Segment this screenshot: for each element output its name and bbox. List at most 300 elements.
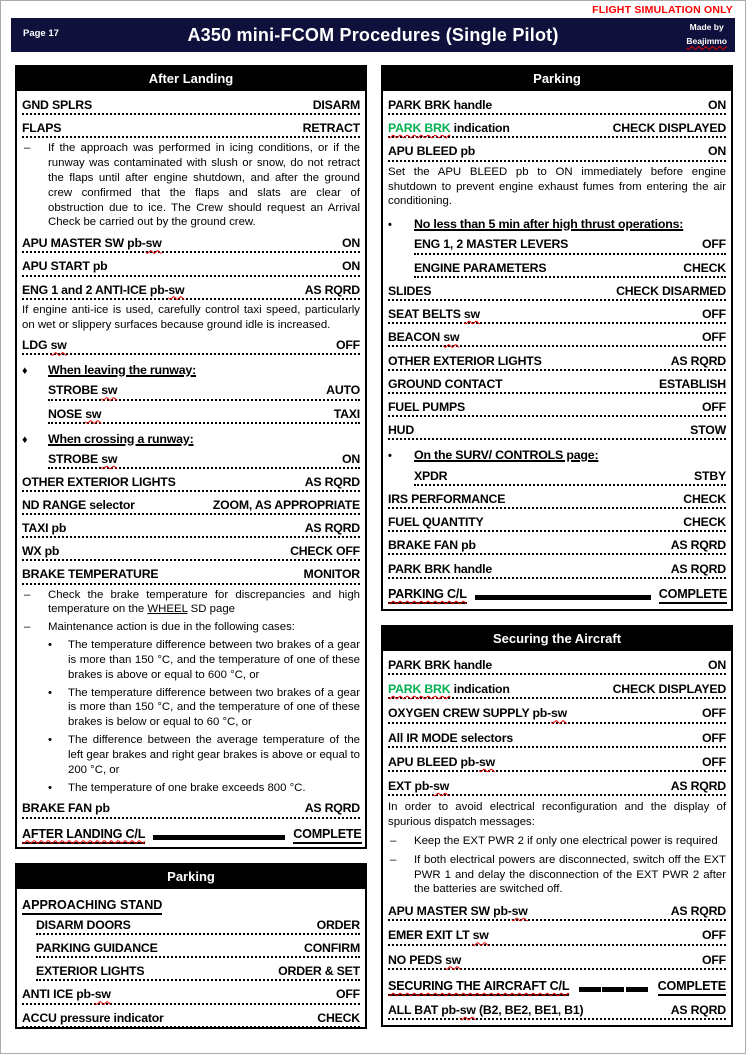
checklist-value: ON	[707, 658, 726, 672]
checklist-label	[22, 801, 110, 815]
checklist-value: MONITOR	[303, 567, 360, 582]
cl-label	[22, 827, 145, 844]
checklist-label	[414, 261, 546, 275]
note-text	[48, 620, 360, 635]
text-part: APU MASTER SW pb-	[388, 904, 512, 919]
note-text	[388, 800, 726, 830]
section-title: Parking	[383, 67, 731, 91]
checklist-row	[414, 261, 726, 278]
checklist-value: CHECK DISPLAYED	[612, 682, 726, 697]
spellcheck-underlined-text: sw	[511, 904, 528, 919]
spellcheck-underlined-text: sw	[145, 236, 162, 251]
checklist-row	[22, 338, 360, 355]
text-part: No less than 5 min after high thrust operations:	[414, 217, 684, 232]
cl-label	[388, 587, 467, 604]
text-part: SEAT BELTS	[388, 307, 464, 322]
checklist-value: OFF	[336, 338, 360, 353]
text-part: indication	[450, 682, 510, 697]
dash-marker: –	[24, 588, 31, 601]
checklist-label	[388, 284, 431, 298]
checklist-row	[388, 492, 726, 509]
section-body	[383, 91, 731, 609]
text-part: BRAKE FAN pb	[388, 538, 476, 553]
simulation-warning: FLIGHT SIMULATION ONLY	[592, 4, 733, 16]
credit-author-name: Beajimmo	[686, 35, 727, 46]
text-part: APU BLEED pb	[388, 144, 476, 159]
columns	[15, 65, 733, 1029]
text-part: Set the APU BLEED pb to ON immediately before engine shutdown to prevent engine exhaust fumes from entering the air conditioning.	[388, 165, 726, 208]
checklist-row	[388, 755, 726, 772]
underlined-text: WHEEL	[147, 603, 188, 616]
checklist-row	[388, 904, 726, 921]
bullet-icon: •	[48, 639, 52, 652]
checklist-row	[36, 941, 360, 958]
checklist-row	[388, 377, 726, 394]
checklist-value: CONFIRM	[304, 941, 360, 956]
page-number-label: Page 17	[23, 28, 59, 39]
park-brk-green-text: PARK BRK	[388, 682, 451, 697]
text-part: DISARM DOORS	[36, 918, 131, 932]
checklist-label	[48, 452, 117, 466]
text-part: FUEL PUMPS	[388, 400, 466, 415]
checklist-value: OFF	[702, 330, 726, 345]
checklist-value: OFF	[702, 237, 726, 252]
text-part: ACCU pressure indicator	[22, 1010, 164, 1025]
checklist-label	[388, 492, 505, 506]
dash-line	[626, 987, 648, 992]
checklist-value: AS RQRD	[670, 778, 726, 793]
text-part: BRAKE TEMPERATURE	[22, 567, 159, 582]
section-title: Parking	[17, 865, 365, 889]
checklist-value: ORDER & SET	[278, 964, 360, 979]
note-text	[68, 638, 360, 682]
note-text	[388, 165, 726, 209]
bullet-icon: •	[388, 219, 392, 232]
text-part: BEACON	[388, 330, 444, 345]
checklist-row	[388, 307, 726, 324]
spellcheck-underlined-text: sw	[433, 778, 450, 793]
dash-line	[541, 595, 563, 600]
subsection-heading	[22, 898, 360, 912]
checklist-label	[22, 521, 66, 535]
checklist-value: ON	[707, 144, 726, 159]
checklist-value: AS RQRD	[304, 801, 360, 816]
checklist-label	[388, 755, 495, 769]
text-part: WX pb	[22, 544, 60, 559]
text-part: ND RANGE selector	[22, 498, 135, 513]
cl-dash-fill	[569, 987, 657, 996]
conditional-heading	[22, 432, 360, 446]
checklist-label	[22, 236, 162, 250]
checklist-complete-row	[388, 587, 726, 604]
checklist-value: ON	[341, 451, 360, 466]
checklist-row	[388, 682, 726, 699]
checklist-label	[36, 964, 144, 978]
spellcheck-underlined-text: SECURING THE AIRCRAFT C/L	[388, 978, 570, 993]
text-part: APU BLEED pb-	[388, 754, 479, 769]
checklist-row	[388, 330, 726, 347]
checklist-value: ON	[707, 98, 726, 112]
spellcheck-underlined-text: AFTER LANDING C/L	[22, 826, 146, 841]
dash-marker: –	[24, 142, 31, 155]
text-part: PARKING GUIDANCE	[36, 941, 158, 956]
checklist-value: CHECK	[317, 1010, 360, 1025]
text-part: NOSE	[48, 406, 86, 421]
text-part: FUEL QUANTITY	[388, 515, 484, 530]
dash-line	[219, 835, 241, 840]
checklist-row	[22, 283, 360, 300]
text-part: PARK BRK handle	[388, 98, 493, 112]
conditional-heading	[22, 363, 360, 377]
note-text	[48, 141, 360, 230]
checklist-row	[388, 538, 726, 555]
section-parking-approach	[15, 863, 367, 1029]
spellcheck-underlined-text: PARKING C/L	[388, 586, 467, 601]
spellcheck-underlined-text: sw	[445, 952, 462, 967]
checklist-complete-row	[388, 979, 726, 996]
checklist-value: OFF	[702, 400, 726, 415]
cl-value: COMPLETE	[293, 827, 361, 844]
text-part: PARK BRK handle	[388, 658, 493, 672]
note-bullet-item	[46, 686, 360, 730]
checklist-label	[414, 469, 447, 483]
checklist-value: CHECK DISARMED	[616, 283, 726, 298]
conditional-heading-label	[414, 448, 598, 462]
checklist-row	[388, 98, 726, 115]
dash-line	[519, 595, 541, 600]
conditional-heading	[388, 217, 726, 231]
text-part: The temperature difference between two brakes of a gear is more than 150 °C, and the temperature of one of these brakes is below or equal to 60 °C, or	[68, 686, 360, 729]
note-dash-item	[22, 588, 360, 618]
spellcheck-underlined-text: sw	[101, 383, 118, 398]
dash-line	[197, 835, 219, 840]
text-part: APPROACHING STAND	[22, 898, 163, 912]
checklist-value: CHECK	[683, 491, 726, 506]
spellcheck-underlined-text: sw	[85, 406, 102, 421]
spellcheck-underlined-text: sw	[459, 1002, 476, 1017]
text-part: When leaving the runway:	[48, 363, 197, 378]
text-part: Maintenance action is due in the following cases:	[48, 621, 295, 634]
section-after-landing	[15, 65, 367, 849]
spellcheck-underlined-text: sw	[472, 928, 489, 943]
checklist-value: ORDER	[316, 918, 360, 932]
checklist-row	[22, 1011, 360, 1028]
note-text	[22, 303, 360, 333]
conditional-heading-label	[414, 217, 683, 231]
cl-value: COMPLETE	[658, 979, 726, 996]
checklist-row	[48, 383, 360, 400]
checklist-value: ZOOM, AS APPROPRIATE	[212, 498, 360, 513]
note-text	[414, 834, 726, 849]
checklist-row	[414, 237, 726, 254]
checklist-label	[388, 377, 502, 391]
section-securing-the-aircraft	[381, 625, 733, 1027]
checklist-row	[22, 567, 360, 584]
text-part: In order to avoid electrical reconfiguration and the display of spurious dispatch messages:	[388, 801, 726, 828]
checklist-label	[388, 538, 476, 552]
cl-dash-fill	[467, 595, 659, 604]
checklist-label	[388, 779, 449, 793]
checklist-value: OFF	[336, 987, 360, 1002]
checklist-value: RETRACT	[302, 121, 360, 136]
checklist-value: AUTO	[326, 383, 360, 398]
text-part: PARK BRK handle	[388, 561, 493, 576]
checklist-label	[388, 307, 480, 321]
text-part: APU MASTER SW pb-	[22, 236, 146, 251]
checklist-label	[388, 706, 567, 720]
section-body	[17, 91, 365, 849]
dash-line	[497, 595, 519, 600]
checklist-row	[388, 1003, 726, 1020]
checklist-value: AS RQRD	[304, 282, 360, 297]
note-dash-item	[388, 834, 726, 849]
checklist-label	[22, 338, 67, 352]
text-part: APU START pb	[22, 259, 108, 274]
checklist-label	[36, 941, 158, 955]
text-part: On the SURV/ CONTROLS page:	[414, 448, 599, 463]
section-body	[17, 889, 365, 1033]
note-dash-item	[388, 853, 726, 897]
note-bullet-item	[46, 781, 360, 796]
cl-label	[388, 979, 569, 996]
checklist-row	[22, 987, 360, 1004]
checklist-label	[388, 121, 510, 135]
text-part: Keep the EXT PWR 2 if only one electrical power is required	[414, 834, 718, 847]
checklist-value: AS RQRD	[670, 904, 726, 919]
checklist-row	[388, 354, 726, 371]
checklist-row	[36, 918, 360, 935]
checklist-row	[388, 953, 726, 970]
checklist-value: CHECK DISPLAYED	[612, 121, 726, 136]
text-part: SLIDES	[388, 283, 432, 298]
conditional-heading-label	[48, 363, 196, 377]
spellcheck-underlined-text: sw	[463, 307, 480, 322]
text-part: LDG	[22, 338, 51, 353]
checklist-label	[22, 544, 59, 558]
checklist-row	[414, 469, 726, 486]
checklist-label	[22, 475, 176, 489]
checklist-value: ON	[341, 259, 360, 274]
dash-line	[175, 835, 197, 840]
checklist-label	[388, 515, 484, 529]
checklist-row	[388, 658, 726, 675]
checklist-label	[22, 1011, 164, 1025]
text-part: (B2, BE2, BE1, B1)	[475, 1002, 584, 1017]
text-part: OTHER EXTERIOR LIGHTS	[22, 474, 176, 489]
text-part: indication	[450, 121, 510, 136]
spellcheck-underlined-text: sw	[101, 451, 118, 466]
dash-line	[579, 987, 601, 992]
checklist-row	[388, 731, 726, 748]
checklist-label	[388, 658, 492, 672]
text-part: XPDR	[414, 468, 448, 483]
text-part: EXTERIOR LIGHTS	[36, 964, 145, 979]
dash-line	[585, 595, 607, 600]
checklist-value: CHECK	[683, 260, 726, 275]
checklist-value: TAXI	[333, 406, 360, 421]
cl-dash-fill	[145, 835, 293, 844]
checklist-complete-row	[22, 827, 360, 844]
checklist-row	[388, 928, 726, 945]
checklist-row	[388, 121, 726, 138]
checklist-label	[414, 237, 568, 251]
text-part: If engine anti-ice is used, carefully control taxi speed, particularly on wet or slippery surfaces because ground idle is increased.	[22, 303, 360, 331]
checklist-value: STBY	[694, 468, 726, 483]
text-part: The difference between the average temperature of the left gear brakes and right gear brakes is above or equal to 200 °C, or	[68, 734, 360, 776]
checklist-value: CHECK	[683, 515, 726, 530]
dash-line	[602, 987, 624, 992]
checklist-value: ESTABLISH	[659, 376, 726, 391]
dash-marker: –	[390, 834, 397, 847]
checklist-row	[22, 544, 360, 561]
text-part: EMER EXIT LT	[388, 928, 473, 943]
conditional-heading-label	[48, 432, 194, 446]
credit-made-by: Made by	[689, 22, 724, 32]
checklist-row	[388, 515, 726, 532]
subsection-heading-label	[22, 898, 162, 915]
dash-line	[153, 835, 175, 840]
note-bullet-item	[46, 638, 360, 682]
dash-line	[241, 835, 263, 840]
checklist-value: AS RQRD	[670, 353, 726, 368]
checklist-row	[388, 284, 726, 301]
dash-marker: –	[390, 853, 397, 866]
checklist-label	[388, 144, 475, 158]
checklist-row	[22, 121, 360, 138]
note-text	[48, 588, 360, 618]
note-dash-item	[22, 620, 360, 635]
checklist-label	[388, 423, 414, 437]
bullet-icon: •	[388, 450, 392, 463]
checklist-value: OFF	[702, 952, 726, 967]
checklist-value: ON	[341, 236, 360, 251]
section-title: After Landing	[17, 67, 365, 91]
left-column	[15, 65, 367, 1029]
section-parking	[381, 65, 733, 611]
diamond-icon: ♦	[22, 433, 28, 446]
text-part: STROBE	[48, 383, 102, 398]
section-title: Securing the Aircraft	[383, 627, 731, 651]
checklist-label	[388, 400, 465, 414]
text-part: ENG 1 and 2 ANTI-ICE pb-	[22, 282, 169, 297]
checklist-row	[22, 475, 360, 492]
checklist-row	[48, 407, 360, 424]
spellcheck-underlined-text: sw	[50, 338, 67, 353]
checklist-row	[22, 259, 360, 276]
checklist-row	[22, 801, 360, 818]
dash-line	[263, 835, 285, 840]
text-part: STROBE	[48, 451, 102, 466]
checklist-row	[22, 498, 360, 515]
checklist-row	[22, 236, 360, 253]
spellcheck-underlined-text: sw	[443, 330, 460, 345]
spellcheck-underlined-text: sw	[551, 706, 568, 721]
text-part: BRAKE FAN pb	[22, 801, 110, 816]
text-part: The temperature of one brake exceeds 800 °C.	[68, 781, 306, 794]
right-column	[381, 65, 733, 1027]
checklist-value: OFF	[702, 754, 726, 769]
checklist-label	[388, 354, 542, 368]
checklist-label	[22, 498, 135, 512]
text-part: ENG 1, 2 MASTER LEVERS	[414, 237, 569, 252]
checklist-label	[388, 928, 489, 942]
text-part: Check the brake temperature for discrepancies and high temperature on the	[48, 588, 360, 616]
dash-line	[563, 595, 585, 600]
bullet-icon: •	[48, 781, 52, 794]
text-part: ALL BAT pb-	[388, 1002, 460, 1017]
text-part: All IR MODE selectors	[388, 730, 513, 745]
text-part: GND SPLRS	[22, 98, 92, 112]
checklist-value: AS RQRD	[670, 561, 726, 576]
checklist-value: OFF	[702, 928, 726, 943]
checklist-value: CHECK OFF	[290, 544, 360, 559]
checklist-row	[36, 964, 360, 981]
bullet-icon: •	[48, 686, 52, 699]
checklist-label	[388, 562, 492, 576]
checklist-label	[22, 567, 158, 581]
checklist-value: OFF	[702, 706, 726, 721]
cl-value: COMPLETE	[659, 587, 727, 604]
checklist-value: OFF	[702, 730, 726, 745]
note-text	[68, 733, 360, 777]
text-part: HUD	[388, 423, 415, 438]
checklist-row	[388, 400, 726, 417]
section-body	[383, 651, 731, 1025]
checklist-label	[22, 259, 108, 273]
spellcheck-underlined-text: sw	[479, 754, 496, 769]
checklist-label	[388, 682, 510, 696]
spellcheck-underlined-text: sw	[94, 987, 111, 1002]
checklist-label	[36, 918, 131, 932]
checklist-label	[388, 1003, 583, 1017]
text-part: GROUND CONTACT	[388, 376, 503, 391]
checklist-label	[388, 904, 528, 918]
checklist-label	[22, 987, 111, 1001]
checklist-label	[388, 953, 461, 967]
checklist-label	[48, 383, 117, 397]
checklist-label	[22, 121, 61, 135]
checklist-row	[388, 562, 726, 579]
dash-line	[607, 595, 629, 600]
text-part: The temperature difference between two brakes of a gear is more than 150 °C, and the temperature of one of these brakes is above or equal to 600 °C, or	[68, 639, 360, 681]
checklist-value: AS RQRD	[670, 538, 726, 553]
checklist-label	[388, 330, 459, 344]
conditional-heading	[388, 448, 726, 462]
checklist-label	[48, 407, 101, 421]
checklist-value: OFF	[702, 307, 726, 322]
text-part: SD page	[187, 603, 236, 616]
checklist-row	[388, 779, 726, 796]
text-part: OXYGEN CREW SUPPLY pb-	[388, 706, 552, 721]
checklist-row	[48, 452, 360, 469]
credit	[686, 21, 727, 48]
text-part: TAXI pb	[22, 521, 67, 536]
text-part: IRS PERFORMANCE	[388, 491, 506, 506]
dash-line	[629, 595, 651, 600]
checklist-label	[388, 731, 513, 745]
title-bar	[11, 18, 735, 52]
checklist-value: AS RQRD	[304, 474, 360, 489]
checklist-label	[388, 98, 492, 112]
text-part: NO PEDS	[388, 952, 446, 967]
note-text	[414, 853, 726, 897]
checklist-label	[22, 98, 92, 112]
checklist-row	[388, 144, 726, 161]
note-bullet-item	[46, 733, 360, 777]
page-title: A350 mini-FCOM Procedures (Single Pilot)	[187, 24, 559, 45]
diamond-icon: ♦	[22, 365, 28, 378]
text-part: If both electrical powers are disconnected, switch off the EXT PWR 1 and delay the disconnection of the EXT PWR 2 after the batteries are switched off.	[414, 853, 726, 896]
